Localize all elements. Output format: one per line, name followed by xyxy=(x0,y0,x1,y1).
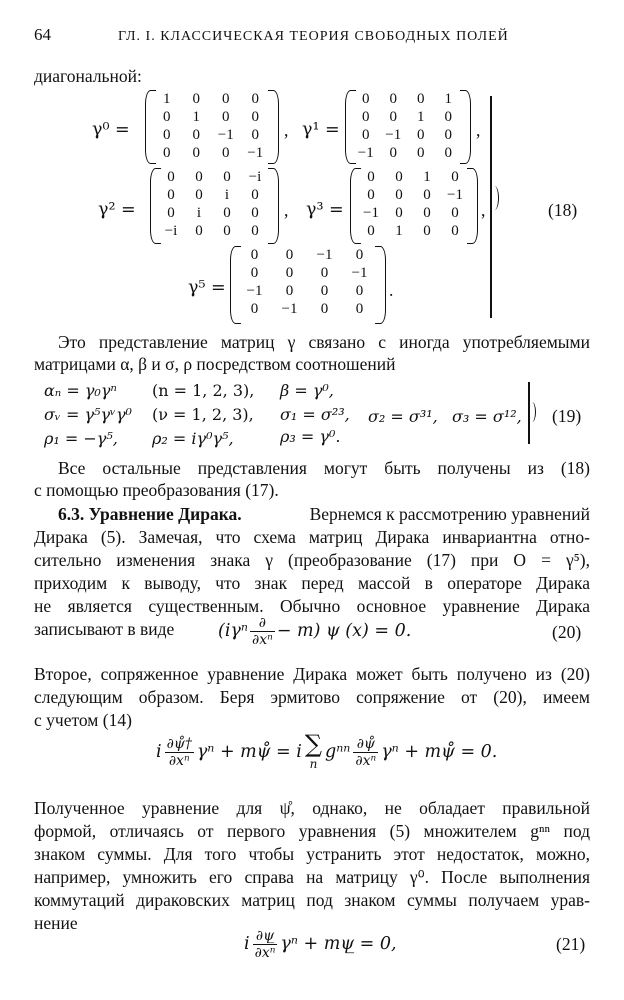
equation-21 xyxy=(244,920,397,968)
gamma2-cell: 0 xyxy=(223,169,231,185)
gamma1-cell: 0 xyxy=(444,145,452,161)
paragraph-line: следующим образом. Беря эрмитово сопряжение от (20), имеем xyxy=(34,687,590,707)
gamma3-cell: 0 xyxy=(367,187,375,203)
gamma0-cell: −1 xyxy=(247,145,264,161)
gamma3-cell: 1 xyxy=(395,223,403,239)
paragraph-line: Вернемся к рассмотрению уравнений xyxy=(309,504,590,524)
gamma5-cell: −1 xyxy=(316,247,333,263)
gamma0-cell: 0 xyxy=(192,91,200,107)
equation-number-20: (20) xyxy=(552,622,582,642)
gamma5-cell: 0 xyxy=(285,265,294,281)
gamma1-cell: 0 xyxy=(417,91,425,107)
eqc-p2: γⁿ + mψ̊ = i xyxy=(196,741,302,762)
comma: , xyxy=(284,120,289,140)
eq21-frac-num: ∂ψ̲ xyxy=(253,928,278,945)
eq19-r3-b: ρ₂ = iγ⁰γ⁵, xyxy=(152,429,234,448)
running-header: ГЛ. I. КЛАССИЧЕСКАЯ ТЕОРИЯ СВОБОДНЫХ ПОЛЕЙ xyxy=(118,29,509,44)
right-paren xyxy=(460,90,471,164)
gamma1-cell: 1 xyxy=(444,91,452,107)
gamma5-cell: 0 xyxy=(320,265,329,281)
gamma1-cell: 0 xyxy=(362,109,370,125)
equation-number-19: (19) xyxy=(552,406,582,426)
gamma2-cell: 0 xyxy=(251,205,259,221)
gamma2-cell: 0 xyxy=(167,187,175,203)
gamma1-cell: 0 xyxy=(444,127,452,143)
eq19-r2-e: σ₃ = σ¹², xyxy=(452,407,522,426)
gamma5-cell: 0 xyxy=(250,247,259,263)
eq20-frac-num: ∂ xyxy=(250,615,275,632)
right-paren xyxy=(375,246,386,324)
gamma1-cell: 0 xyxy=(362,127,370,143)
eq19-r2-b: (ν = 1, 2, 3), xyxy=(152,405,254,424)
gamma1-cell: 0 xyxy=(444,109,452,125)
gamma1-label: γ¹ = xyxy=(302,120,340,140)
gamma5-cell: 0 xyxy=(320,301,329,317)
gamma2-cell: 0 xyxy=(195,169,203,185)
eqc-frac2-num: ∂ψ̊ xyxy=(353,736,378,753)
gamma5-cell: −1 xyxy=(281,301,298,317)
equation-conjugate xyxy=(156,728,497,776)
gamma0-cell: 0 xyxy=(192,127,200,143)
gamma1-cell: 1 xyxy=(417,109,425,125)
gamma2-label: γ² = xyxy=(98,200,136,220)
right-paren xyxy=(467,168,478,244)
gamma3-cell: 0 xyxy=(451,205,459,221)
sum-index: n xyxy=(309,757,318,771)
paragraph-line: формой, отличаясь от первого уравнения (5) множителем gⁿⁿ под xyxy=(34,821,590,841)
gamma3-cell: 0 xyxy=(367,169,375,185)
paragraph-line: с помощью преобразования (17). xyxy=(34,480,279,500)
gamma1-cell: −1 xyxy=(385,127,402,143)
right-paren xyxy=(268,168,279,244)
eqc-sum xyxy=(305,732,322,772)
gamma3-label: γ³ = xyxy=(306,200,344,220)
gamma2-cell: 0 xyxy=(223,223,231,239)
comma: , xyxy=(481,200,486,220)
gamma5-cell: 0 xyxy=(250,301,259,317)
eqc-p1: i xyxy=(156,741,162,762)
eq19-r1-b: (n = 1, 2, 3), xyxy=(152,381,255,400)
paragraph-line: например, умножить его справа на матрицу γ⁰. После выполнения xyxy=(34,867,590,887)
gamma5-cell: −1 xyxy=(351,265,368,281)
eqc-frac2-den: ∂xⁿ xyxy=(355,752,377,769)
gamma5-cell: 0 xyxy=(355,301,364,317)
gamma3-cell: 0 xyxy=(395,169,403,185)
eqc-frac-num: ∂ψ̊† xyxy=(166,735,192,752)
paragraph-line: не является существенным. Обычно основное уравнение Дирака xyxy=(34,596,590,616)
eq19-r2-a: σᵥ = γ⁵γᵛγ⁰ xyxy=(44,405,132,424)
gamma5-cell: 0 xyxy=(250,265,259,281)
eq21-p2: γⁿ + mψ̲ = 0, xyxy=(280,933,397,954)
paragraph-line: коммутаций дираковских матриц под знаком суммы получаем урав- xyxy=(34,890,590,910)
gamma0-matrix xyxy=(152,90,270,162)
gamma2-cell: 0 xyxy=(167,169,175,185)
paragraph-line: с учетом (14) xyxy=(34,710,132,730)
gamma0-cell: 0 xyxy=(251,91,259,107)
gamma2-cell: −i xyxy=(164,223,178,239)
gamma2-cell: 0 xyxy=(251,187,259,203)
gamma0-cell: −1 xyxy=(217,127,234,143)
gamma0-cell: 0 xyxy=(222,109,230,125)
eq21-p1: i xyxy=(244,933,250,954)
gamma0-cell: 0 xyxy=(163,127,171,143)
gamma0-cell: 0 xyxy=(251,127,259,143)
intro-word: диагональной: xyxy=(34,66,142,86)
eqc-p3: gⁿⁿ xyxy=(325,741,351,762)
eq19-r3-a: ρ₁ = −γ⁵, xyxy=(44,429,118,448)
eqc-fraction-2 xyxy=(353,736,378,769)
gamma2-cell: 0 xyxy=(195,223,203,239)
gamma1-cell: −1 xyxy=(357,145,374,161)
eq19-r1-c: β = γ⁰, xyxy=(280,381,334,400)
brace-tip xyxy=(528,402,536,422)
gamma5-label: γ⁵ = xyxy=(188,278,226,298)
gamma1-cell: 0 xyxy=(417,145,425,161)
sum-sign: ∑ xyxy=(304,730,323,758)
section-heading: 6.3. Уравнение Дирака. xyxy=(58,504,242,524)
gamma0-cell: 0 xyxy=(192,145,200,161)
paragraph-line: нение xyxy=(34,913,78,933)
gamma3-cell: 0 xyxy=(423,223,431,239)
page-number: 64 xyxy=(34,25,51,44)
paragraph-line: Полученное уравнение для ψ̊, однако, не обладает правильной xyxy=(34,798,590,818)
equation-20 xyxy=(218,616,411,646)
paragraph-line: матрицами α, β и σ, ρ посредством соотношений xyxy=(34,354,396,374)
gamma5-cell: 0 xyxy=(355,247,364,263)
paragraph-line: записывают в виде xyxy=(34,619,175,639)
gamma2-cell: 0 xyxy=(251,223,259,239)
gamma2-cell: 0 xyxy=(195,187,203,203)
gamma1-matrix xyxy=(352,90,462,162)
gamma5-cell: 0 xyxy=(285,247,294,263)
gamma5-matrix xyxy=(237,246,377,318)
gamma3-cell: −1 xyxy=(363,205,379,221)
eqc-fraction xyxy=(165,736,194,769)
gamma5-cell: 0 xyxy=(285,283,294,299)
comma: , xyxy=(284,200,289,220)
period: . xyxy=(389,280,394,300)
comma: , xyxy=(476,120,481,140)
section-first-line xyxy=(58,502,590,527)
gamma1-cell: 0 xyxy=(389,91,397,107)
paragraph-line: Это представление матриц γ связано с иногда употребляемыми xyxy=(58,332,590,352)
gamma0-cell: 0 xyxy=(251,109,259,125)
paragraph-line: Дирака (5). Замечая, что схема матриц Дирака инвариантна отно- xyxy=(34,527,590,547)
paragraph-line: приходим к выводу, что знак перед массой в операторе Дирака xyxy=(34,573,590,593)
gamma0-label: γ⁰ = xyxy=(92,120,130,140)
paragraph-line: знаком суммы. Для того чтобы устранить этот недостаток, можно, xyxy=(34,844,590,864)
gamma3-cell: 0 xyxy=(423,187,431,203)
gamma5-cell: −1 xyxy=(246,283,263,299)
gamma1-cell: 0 xyxy=(389,109,397,125)
paragraph-line: Все остальные представления могут быть получены из (18) xyxy=(58,458,590,478)
paragraph-line: сительно изменения знака γ (преобразование (17) при O = γ⁵), xyxy=(34,550,590,570)
gamma3-cell: −1 xyxy=(447,187,463,203)
gamma2-cell: i xyxy=(196,205,202,221)
gamma3-cell: 0 xyxy=(395,187,403,203)
brace-tip xyxy=(490,186,499,210)
gamma0-cell: 1 xyxy=(163,91,171,107)
gamma1-cell: 0 xyxy=(417,127,425,143)
gamma3-cell: 0 xyxy=(395,205,403,221)
gamma2-cell: i xyxy=(224,187,230,203)
gamma3-cell: 1 xyxy=(423,169,431,185)
gamma3-cell: 0 xyxy=(423,205,431,221)
eq19-r1-a: αₙ = γ₀γⁿ xyxy=(44,381,117,400)
eq21-fraction xyxy=(253,928,278,961)
eq21-frac-den: ∂xⁿ xyxy=(254,944,276,961)
gamma2-cell: 0 xyxy=(167,205,175,221)
right-paren xyxy=(268,90,279,164)
gamma0-cell: 0 xyxy=(222,91,230,107)
equation-number-21: (21) xyxy=(556,934,586,954)
eq19-r2-c: σ₁ = σ²³, xyxy=(280,405,350,424)
gamma0-cell: 0 xyxy=(163,145,171,161)
eq20-fraction xyxy=(250,615,275,648)
eq20-left: (iγⁿ xyxy=(218,620,248,641)
gamma3-cell: 0 xyxy=(367,223,375,239)
eqc-frac-den: ∂xⁿ xyxy=(168,752,190,769)
gamma0-cell: 1 xyxy=(192,109,200,125)
eq19-r3-c: ρ₃ = γ⁰. xyxy=(280,427,341,446)
eq20-frac-den: ∂xⁿ xyxy=(251,631,273,648)
gamma0-cell: 0 xyxy=(163,109,171,125)
equation-number-18: (18) xyxy=(548,200,578,220)
eq19-r2-d: σ₂ = σ³¹, xyxy=(368,407,438,426)
gamma0-cell: 0 xyxy=(222,145,230,161)
gamma5-cell: 0 xyxy=(320,283,329,299)
gamma2-matrix xyxy=(157,168,269,240)
gamma3-cell: 0 xyxy=(451,169,459,185)
gamma3-cell: 0 xyxy=(451,223,459,239)
paragraph-line: Второе, сопряженное уравнение Дирака может быть получено из (20) xyxy=(34,664,590,684)
gamma2-cell: −i xyxy=(248,169,262,185)
gamma1-cell: 0 xyxy=(362,91,370,107)
gamma1-cell: 0 xyxy=(389,145,397,161)
eq20-right: − m) ψ (x) = 0. xyxy=(276,620,412,641)
gamma5-cell: 0 xyxy=(355,283,364,299)
eqc-p4: γⁿ + mψ̊ = 0. xyxy=(381,741,498,762)
gamma2-cell: 0 xyxy=(223,205,231,221)
gamma3-matrix xyxy=(357,168,469,240)
